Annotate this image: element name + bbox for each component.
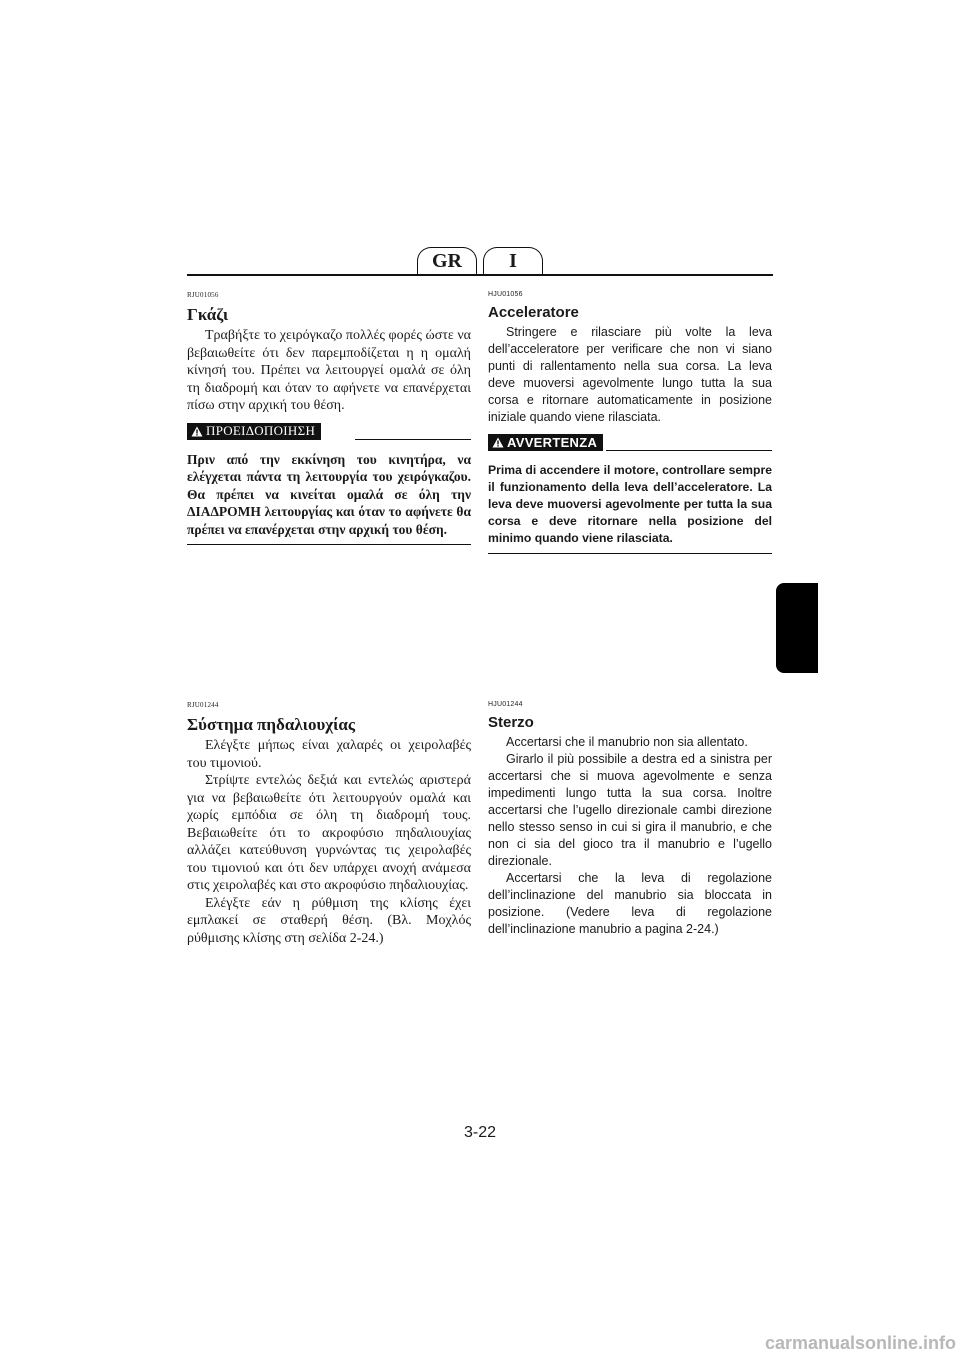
warning-header: [488, 434, 772, 452]
warning-label-box: [187, 423, 321, 440]
section-title: Σύστημα πηδαλιουχίας: [187, 715, 356, 734]
section-title: Acceleratore: [488, 304, 579, 321]
warning-label-box: [488, 434, 603, 451]
warning-text: Πριν από την εκκίνηση του κινητήρα, να ελέγχεται πάντα τη λειτουργία του χειρόγκαζου. Θα πρέπει να κινείται ομαλά σε όλη την ΔΙΑΔΡΟΜΗ λειτουργίας και όταν το αφήνετε θα πρέπει να επανέρχεται στην αρχική του θέση.: [187, 451, 471, 546]
section-title: Sterzo: [488, 714, 534, 731]
section-paragraph: Ελέγξτε μήπως είναι χαλαρές οι χειρολαβές του τιμονιού.: [187, 738, 471, 771]
section-code: RJU01056: [187, 291, 219, 299]
section-paragraph: Stringere e rilasciare più volte la leva dell’acceleratore per verificare che non vi siano punti di rallentamento nella sua corsa. La leva deve muoversi agevolmente lungo tutta la sua corsa e ritornare automaticamente in posizione iniziale quando viene rilasciata.: [488, 325, 772, 424]
section-paragraph: Girarlo il più possibile a destra ed a sinistra per accertarsi che si muova agevolmente e senza impedimenti lungo tutta la sua corsa. Inoltre accertarsi che l’ugello direzionale cambi direzione nello stesso senso in cui si gira il manubrio, e che non ci sia del gioco tra il manubrio e l’ugello direzionale.: [488, 752, 772, 868]
warning-header: [187, 423, 471, 441]
section-paragraph: Accertarsi che la leva di regolazione dell’inclinazione del manubrio sia bloccata in posizione. (Vedere leva di regolazione dell’inclinazione manubrio a pagina 2-24.): [488, 871, 772, 936]
section-title: Γκάζι: [187, 305, 229, 324]
section-paragraph: Ελέγξτε εάν η ρύθμιση της κλίσης έχει εμπλακεί σε σταθερή θέση. (Βλ. Μοχλός ρύθμισης κλίσης στη σελίδα 2-24.): [187, 895, 471, 946]
section-code: RJU01244: [187, 701, 219, 709]
warning-text: Prima di accendere il motore, controllare sempre il funzionamento della leva dell’acceleratore. La leva deve muoversi agevolmente per tutta la sua corsa e deve ritornare nella posizione del minimo quando viene rilasciata.: [488, 462, 772, 554]
chapter-side-tab: [776, 583, 818, 673]
language-tab-greek: GR: [417, 247, 477, 274]
header-rule: [187, 274, 773, 276]
italian-section-throttle: [488, 291, 772, 554]
section-paragraph: Στρίψτε εντελώς δεξιά και εντελώς αριστερά για να βεβαιωθείτε ότι λειτουργούν ομαλά και χωρίς εμπόδια σε όλη τη διαδρομή τους. Βεβαιωθείτε ότι το ακροφύσιο πηδαλιουχίας αλλάζει κατεύθυνση γυρνώντας τις χειρολαβές του τιμονιού και ότι δεν υπάρχει ανοχή ανάμεσα στις χειρολαβές και στο ακροφύσιο πηδαλιουχίας.: [187, 773, 471, 893]
language-header: [187, 247, 773, 277]
greek-section-throttle: [187, 291, 471, 545]
section-paragraph: Accertarsi che il manubrio non sia allentato.: [506, 735, 748, 749]
italian-section-steering: [488, 701, 772, 938]
warning-triangle-icon: [191, 426, 203, 437]
section-code: HJU01056: [488, 291, 523, 298]
warning-rule: [606, 450, 772, 451]
warning-triangle-icon: [492, 437, 504, 448]
section-code: HJU01244: [488, 701, 523, 708]
page-number: 3-22: [463, 1124, 497, 1141]
warning-rule: [355, 439, 471, 440]
greek-section-steering: [187, 701, 471, 947]
language-tab-italian: I: [483, 247, 543, 274]
warning-label: AVVERTENZA: [507, 435, 598, 450]
watermark: carmanualsonline.info: [764, 1333, 956, 1353]
section-paragraph: Τραβήξτε το χειρόγκαζο πολλές φορές ώστε να βεβαιωθείτε ότι δεν παρεμποδίζεται η η ομαλή κίνησή του. Πρέπει να λειτουργεί ομαλά σε όλη τη διαδρομή και όταν το αφήνετε να επανέρχεται πίσω στην αρχική του θέση.: [187, 328, 471, 413]
warning-label: ΠΡΟΕΙΔΟΠΟΙΗΣΗ: [206, 423, 316, 438]
